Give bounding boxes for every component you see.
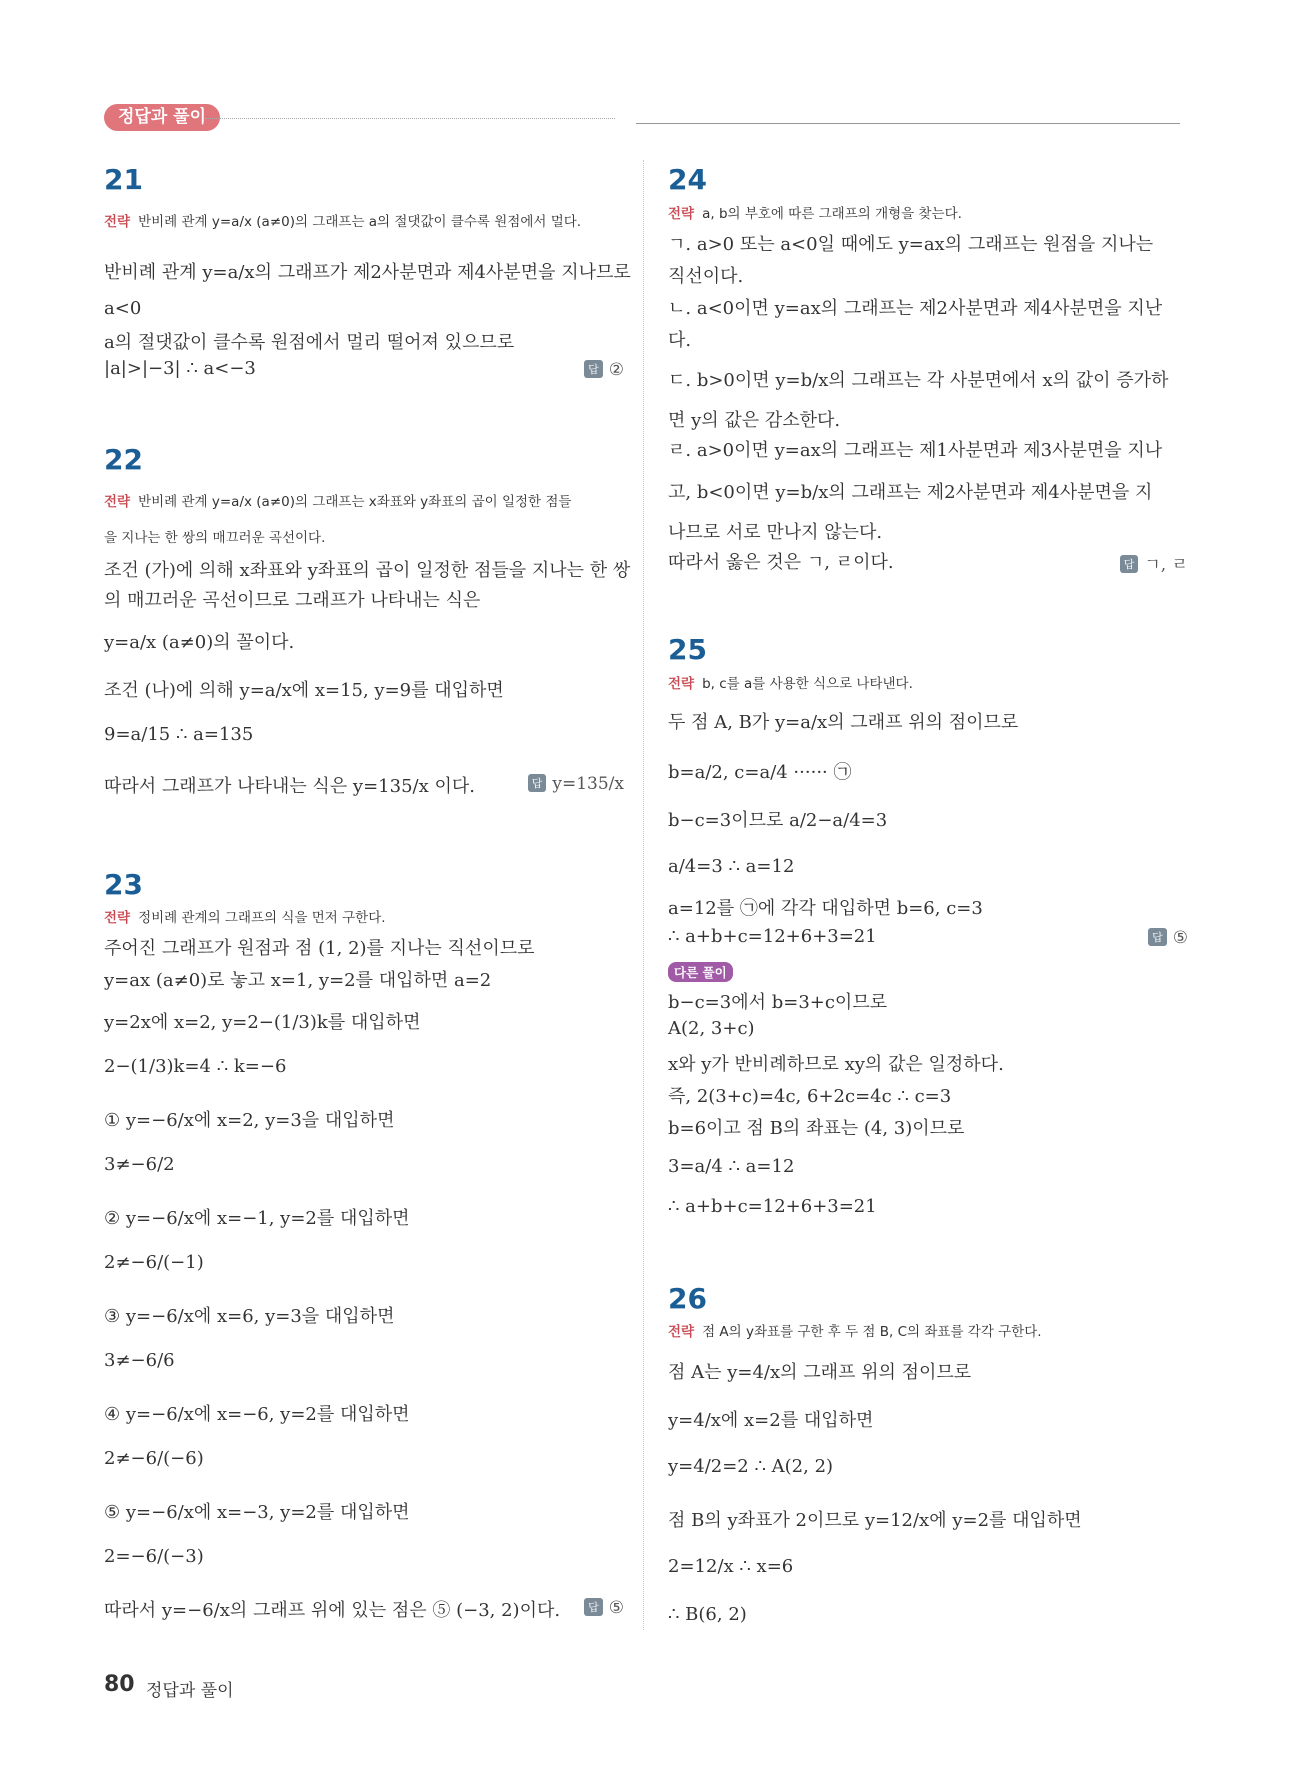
solution-line: y=ax (a≠0)로 놓고 x=1, y=2를 대입하면 a=2 <box>104 970 492 991</box>
solution-line: a=12를 ㉠에 각각 대입하면 b=6, c=3 <box>668 898 983 919</box>
solution-line: |a|>|−3| ∴ a<−3 <box>104 358 256 379</box>
strategy-line <box>104 906 386 926</box>
answer <box>584 1598 624 1618</box>
strategy-line <box>104 210 581 230</box>
solution-line: y=a/x (a≠0)의 꼴이다. <box>104 632 295 653</box>
answer-value: y=135/x <box>552 774 624 794</box>
strategy-text: a, b의 부호에 따른 그래프의 개형을 찾는다. <box>702 206 962 222</box>
solution-line: a의 절댓값이 클수록 원점에서 멀리 떨어져 있으므로 <box>104 332 515 353</box>
solution-line: 9=a/15 ∴ a=135 <box>104 724 254 745</box>
solution-line: 따라서 옳은 것은 ㄱ, ㄹ이다. <box>668 552 894 573</box>
solution-line: y=4/x에 x=2를 대입하면 <box>668 1410 874 1431</box>
strategy-text: b, c를 a를 사용한 식으로 나타낸다. <box>702 676 913 692</box>
answer <box>584 360 624 380</box>
strategy-tag: 전략 <box>104 214 131 230</box>
answer-value: ⑤ <box>608 1598 624 1618</box>
solution-line: a/4=3 ∴ a=12 <box>668 856 795 877</box>
solution-line: 다. <box>668 330 692 351</box>
answer-marker: 답 <box>1148 928 1167 946</box>
answer-marker: 답 <box>584 360 603 378</box>
solution-line: ④ y=−6/x에 x=−6, y=2를 대입하면 <box>104 1404 410 1425</box>
solution-line: A(2, 3+c) <box>668 1018 755 1039</box>
solution-line: 의 매끄러운 곡선이므로 그래프가 나타내는 식은 <box>104 590 481 611</box>
answer <box>1148 928 1188 948</box>
problem-number: 21 <box>104 163 143 196</box>
solution-line: 2=12/x ∴ x=6 <box>668 1556 794 1577</box>
solution-line: ㄹ. a>0이면 y=ax의 그래프는 제1사분면과 제3사분면을 지나 <box>668 440 1163 461</box>
strategy-tag: 전략 <box>668 676 695 692</box>
strategy-text: 점 A의 y좌표를 구한 후 두 점 B, C의 좌표를 각각 구한다. <box>702 1324 1042 1340</box>
solution-line: a<0 <box>104 298 142 319</box>
solution-line: 3=a/4 ∴ a=12 <box>668 1156 795 1177</box>
solution-line: 2−(1/3)k=4 ∴ k=−6 <box>104 1056 287 1077</box>
problem-number: 23 <box>104 868 143 901</box>
solution-line: 반비례 관계 y=a/x의 그래프가 제2사분면과 제4사분면을 지나므로 <box>104 262 631 283</box>
strategy-text: 정비례 관계의 그래프의 식을 먼저 구한다. <box>138 910 386 926</box>
solution-line: 2=−6/(−3) <box>104 1546 204 1567</box>
answer <box>1120 550 1188 575</box>
answer-marker: 답 <box>584 1598 603 1616</box>
strategy-line <box>668 202 962 222</box>
strategy-text: 반비례 관계 y=a/x (a≠0)의 그래프는 x좌표와 y좌표의 곱이 일정한 점들 <box>138 494 572 510</box>
solution-line: ㄴ. a<0이면 y=ax의 그래프는 제2사분면과 제4사분면을 지난 <box>668 298 1163 319</box>
solution-line: 면 y의 값은 감소한다. <box>668 410 841 431</box>
strategy-line <box>668 1320 1042 1340</box>
problem-number: 25 <box>668 633 707 666</box>
solution-line: 3≠−6/2 <box>104 1154 175 1175</box>
strategy-text: 반비례 관계 y=a/x (a≠0)의 그래프는 a의 절댓값이 클수록 원점에서 멀다. <box>138 214 582 230</box>
solution-line: y=2x에 x=2, y=2−(1/3)k를 대입하면 <box>104 1012 421 1033</box>
solution-line: 점 B의 y좌표가 2이므로 y=12/x에 y=2를 대입하면 <box>668 1510 1082 1531</box>
page-number: 80 <box>104 1672 135 1697</box>
solution-line: 즉, 2(3+c)=4c, 6+2c=4c ∴ c=3 <box>668 1086 952 1107</box>
solution-line: ⑤ y=−6/x에 x=−3, y=2를 대입하면 <box>104 1502 410 1523</box>
solution-line: 따라서 y=−6/x의 그래프 위에 있는 점은 ⑤ (−3, 2)이다. <box>104 1600 561 1621</box>
solution-line: b−c=3에서 b=3+c이므로 <box>668 992 888 1013</box>
column-divider <box>643 160 644 1630</box>
problem-number: 22 <box>104 443 143 476</box>
solution-line: 고, b<0이면 y=b/x의 그래프는 제2사분면과 제4사분면을 지 <box>668 482 1153 503</box>
strategy-line: 을 지나는 한 쌍의 매끄러운 곡선이다. <box>104 530 326 546</box>
solution-line: ㄱ. a>0 또는 a<0일 때에도 y=ax의 그래프는 원점을 지나는 <box>668 234 1154 255</box>
solution-line: 따라서 그래프가 나타내는 식은 y=135/x 이다. <box>104 776 475 797</box>
solution-line: y=4/2=2 ∴ A(2, 2) <box>668 1456 834 1477</box>
answer-marker: 답 <box>528 774 547 792</box>
footer-label: 정답과 풀이 <box>146 1681 234 1701</box>
solution-line: ∴ a+b+c=12+6+3=21 <box>668 1196 877 1217</box>
strategy-tag: 전략 <box>668 206 695 222</box>
problem-number: 26 <box>668 1282 707 1315</box>
alt-solution-badge: 다른 풀이 <box>668 962 733 982</box>
header-line-right <box>636 123 1180 124</box>
answer-value: ㄱ, ㄹ <box>1144 555 1188 575</box>
solution-line: ∴ B(6, 2) <box>668 1604 747 1625</box>
problem-number: 24 <box>668 163 707 196</box>
answer <box>528 774 624 794</box>
solution-line: ㄷ. b>0이면 y=b/x의 그래프는 각 사분면에서 x의 값이 증가하 <box>668 370 1169 391</box>
answer-marker: 답 <box>1120 555 1139 573</box>
solution-line: ① y=−6/x에 x=2, y=3을 대입하면 <box>104 1110 395 1131</box>
solution-line: x와 y가 반비례하므로 xy의 값은 일정하다. <box>668 1054 1004 1075</box>
header-badge: 정답과 풀이 <box>104 104 220 131</box>
strategy-tag: 전략 <box>104 910 131 926</box>
solution-line: 조건 (나)에 의해 y=a/x에 x=15, y=9를 대입하면 <box>104 680 504 701</box>
solution-line: 주어진 그래프가 원점과 점 (1, 2)를 지나는 직선이므로 <box>104 938 535 959</box>
solution-line: b=a/2, c=a/4 ······ ㉠ <box>668 762 852 783</box>
solution-line: 두 점 A, B가 y=a/x의 그래프 위의 점이므로 <box>668 712 1019 733</box>
solution-line: 3≠−6/6 <box>104 1350 175 1371</box>
answer-value: ⑤ <box>1172 928 1188 948</box>
solution-line: 직선이다. <box>668 266 744 287</box>
solution-line: 2≠−6/(−6) <box>104 1448 204 1469</box>
solution-line: 나므로 서로 만나지 않는다. <box>668 522 883 543</box>
answer-value: ② <box>608 360 624 380</box>
strategy-line <box>668 672 913 692</box>
solution-line: ∴ a+b+c=12+6+3=21 <box>668 926 877 947</box>
strategy-tag: 전략 <box>104 494 131 510</box>
solution-line: 조건 (가)에 의해 x좌표와 y좌표의 곱이 일정한 점들을 지나는 한 쌍 <box>104 560 631 581</box>
solution-line: b=6이고 점 B의 좌표는 (4, 3)이므로 <box>668 1118 965 1139</box>
strategy-tag: 전략 <box>668 1324 695 1340</box>
solution-line: 점 A는 y=4/x의 그래프 위의 점이므로 <box>668 1362 972 1383</box>
strategy-line <box>104 490 571 510</box>
solution-line: b−c=3이므로 a/2−a/4=3 <box>668 810 888 831</box>
solution-line: ③ y=−6/x에 x=6, y=3을 대입하면 <box>104 1306 395 1327</box>
solution-line: 2≠−6/(−1) <box>104 1252 204 1273</box>
header-line-left <box>205 118 615 119</box>
solution-line: ② y=−6/x에 x=−1, y=2를 대입하면 <box>104 1208 410 1229</box>
